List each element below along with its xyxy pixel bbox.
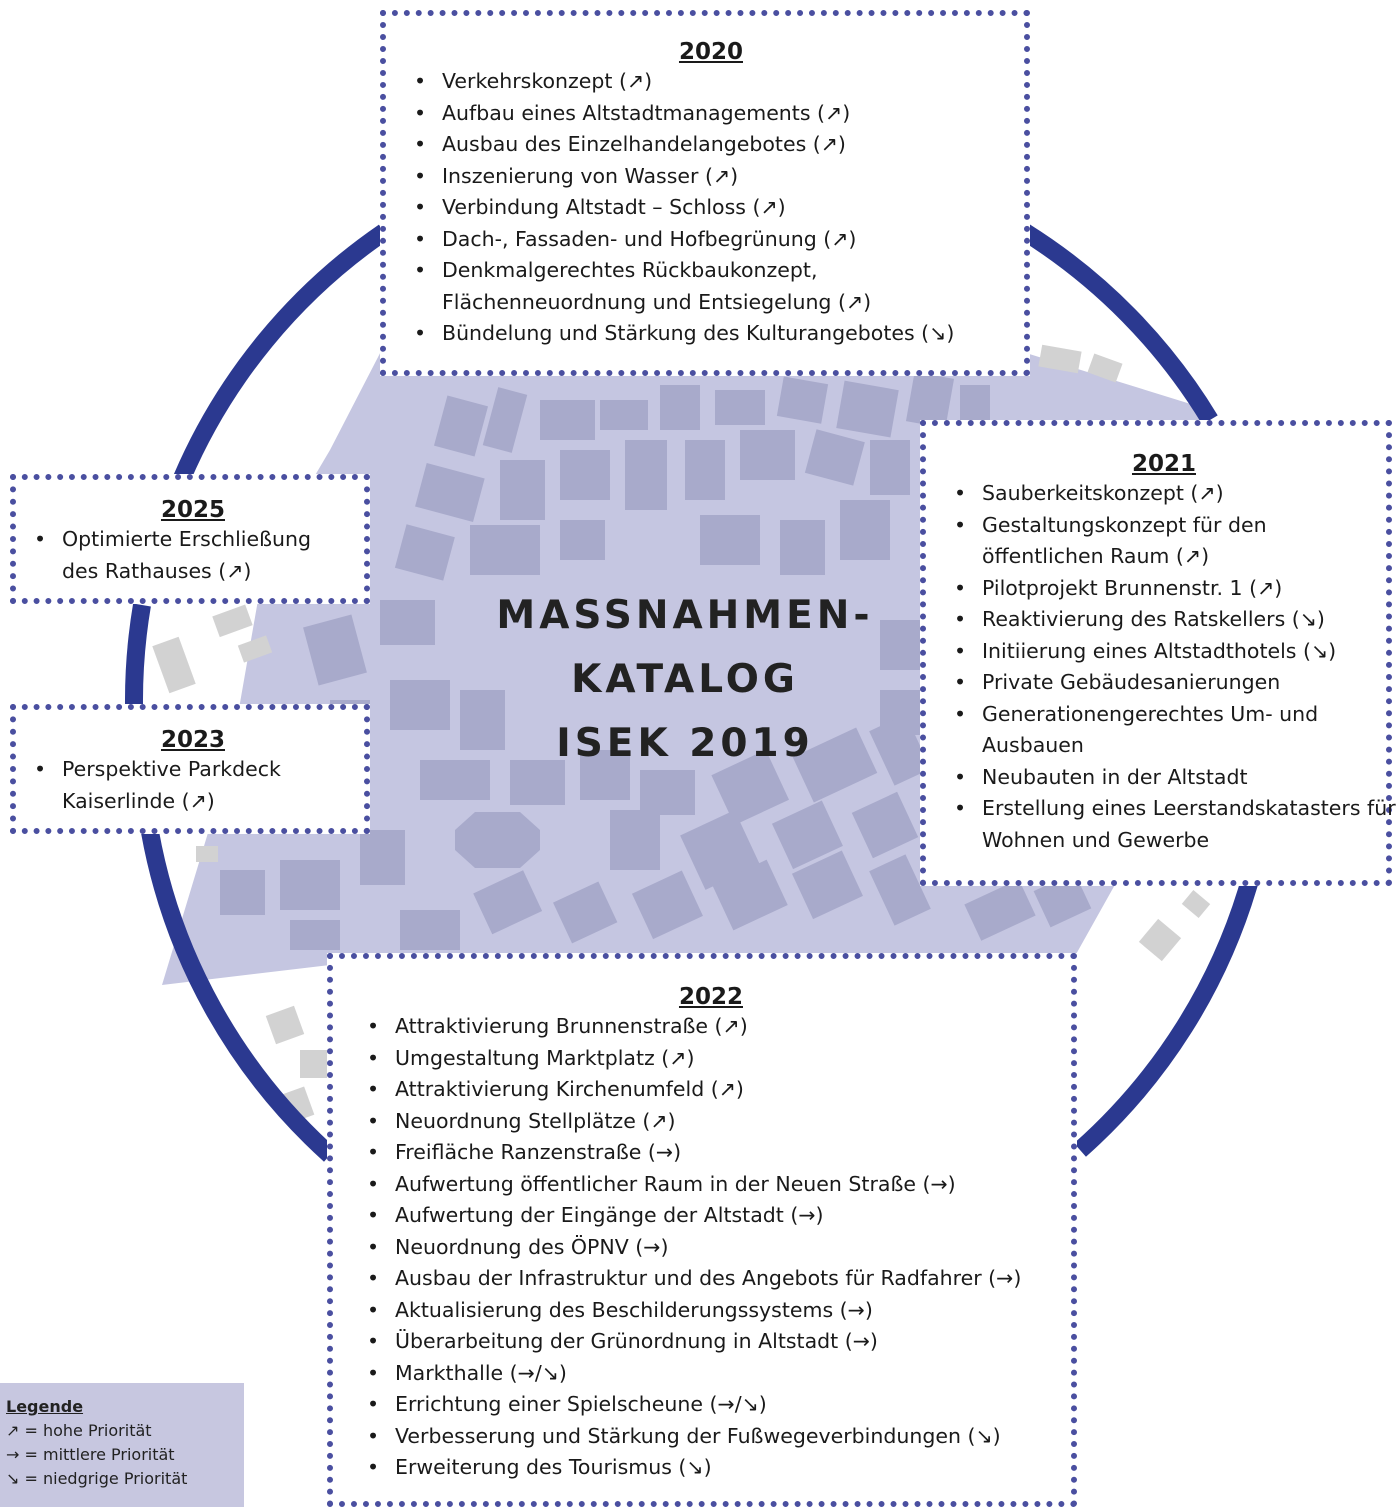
list-item: • Aufwertung der Eingänge der Altstadt (→)	[361, 1200, 1061, 1232]
legend-item-high: ↗ = hohe Priorität	[6, 1421, 152, 1440]
legend	[0, 1383, 244, 1507]
box-2025	[10, 474, 370, 604]
list-item: • Optimierte Erschließung des Rathauses (↗)	[28, 524, 352, 587]
title-line-3: ISEK 2019	[556, 721, 814, 766]
year-heading-2023: 2023	[160, 727, 225, 753]
list-item: • Initiierung eines Altstadthotels (↘)	[948, 636, 1380, 668]
box-2021	[920, 420, 1396, 886]
box-2022	[327, 953, 1077, 1507]
legend-item-low: ↘ = niedgrige Priorität	[6, 1469, 188, 1488]
list-item: • Markthalle (→/↘)	[361, 1358, 1061, 1390]
list-item: • Erweiterung des Tourismus (↘)	[361, 1452, 1061, 1484]
legend-heading: Legende	[6, 1397, 84, 1416]
list-item: • Attraktivierung Brunnenstraße (↗)	[361, 1011, 1061, 1043]
list-item: • Pilotprojekt Brunnenstr. 1 (↗)	[948, 573, 1380, 605]
list-item: • Reaktivierung des Ratskellers (↘)	[948, 604, 1380, 636]
list-item: • Bündelung und Stärkung des Kulturangebotes (↘)	[408, 318, 1014, 350]
year-heading-2025: 2025	[160, 497, 225, 523]
list-item: • Perspektive Parkdeck Kaiserlinde (↗)	[28, 754, 352, 817]
title-line-2: KATALOG	[571, 657, 799, 702]
list-item: • Generationengerechtes Um- und Ausbauen	[948, 699, 1352, 762]
list-item: • Neuordnung des ÖPNV (→)	[361, 1232, 1061, 1264]
year-heading-2021: 2021	[1131, 451, 1196, 477]
list-item: • Neuordnung Stellplätze (↗)	[361, 1106, 1061, 1138]
list-item: • Ausbau der Infrastruktur und des Angebots für Radfahrer (→)	[361, 1263, 1061, 1295]
measures-list-2020	[408, 66, 1014, 350]
list-item: • Private Gebäudesanierungen	[948, 667, 1380, 699]
list-item: • Überarbeitung der Grünordnung in Altstadt (→)	[361, 1326, 1061, 1358]
year-heading-2020: 2020	[678, 39, 743, 65]
list-item: • Verbindung Altstadt – Schloss (↗)	[408, 192, 1014, 224]
list-item: • Verbesserung und Stärkung der Fußwegeverbindungen (↘)	[361, 1421, 1061, 1453]
list-item: • Gestaltungskonzept für den öffentlichen Raum (↗)	[948, 510, 1362, 573]
box-2023	[10, 704, 370, 834]
list-item: • Verkehrskonzept (↗)	[408, 66, 1014, 98]
list-item: • Freifläche Ranzenstraße (→)	[361, 1137, 1061, 1169]
list-item: • Erstellung eines Leerstandskatasters für Wohnen und Gewerbe	[948, 793, 1397, 856]
measures-list-2025	[28, 524, 358, 587]
list-item: • Neubauten in der Altstadt	[948, 762, 1380, 794]
list-item: • Denkmalgerechtes Rückbaukonzept, Flächenneuordnung und Entsiegelung (↗)	[408, 255, 1002, 318]
list-item: • Dach-, Fassaden- und Hofbegrünung (↗)	[408, 224, 1014, 256]
list-item: • Aufwertung öffentlicher Raum in der Neuen Straße (→)	[361, 1169, 1061, 1201]
box-2020	[380, 10, 1030, 376]
year-heading-2022: 2022	[678, 984, 743, 1010]
list-item: • Inszenierung von Wasser (↗)	[408, 161, 1014, 193]
list-item: • Sauberkeitskonzept (↗)	[948, 478, 1380, 510]
title-line-1: MASSNAHMEN-	[496, 593, 874, 638]
list-item: • Aktualisierung des Beschilderungssystems (→)	[361, 1295, 1061, 1327]
list-item: • Aufbau eines Altstadtmanagements (↗)	[408, 98, 1014, 130]
list-item: • Ausbau des Einzelhandelangebotes (↗)	[408, 129, 1014, 161]
list-item: • Attraktivierung Kirchenumfeld (↗)	[361, 1074, 1061, 1106]
diagram-title	[455, 584, 915, 776]
measures-list-2022	[361, 1011, 1061, 1484]
list-item: • Umgestaltung Marktplatz (↗)	[361, 1043, 1061, 1075]
measures-list-2021	[948, 478, 1396, 856]
legend-item-medium: → = mittlere Priorität	[6, 1445, 175, 1464]
list-item: • Errichtung einer Spielscheune (→/↘)	[361, 1389, 1061, 1421]
measures-list-2023	[28, 754, 358, 817]
